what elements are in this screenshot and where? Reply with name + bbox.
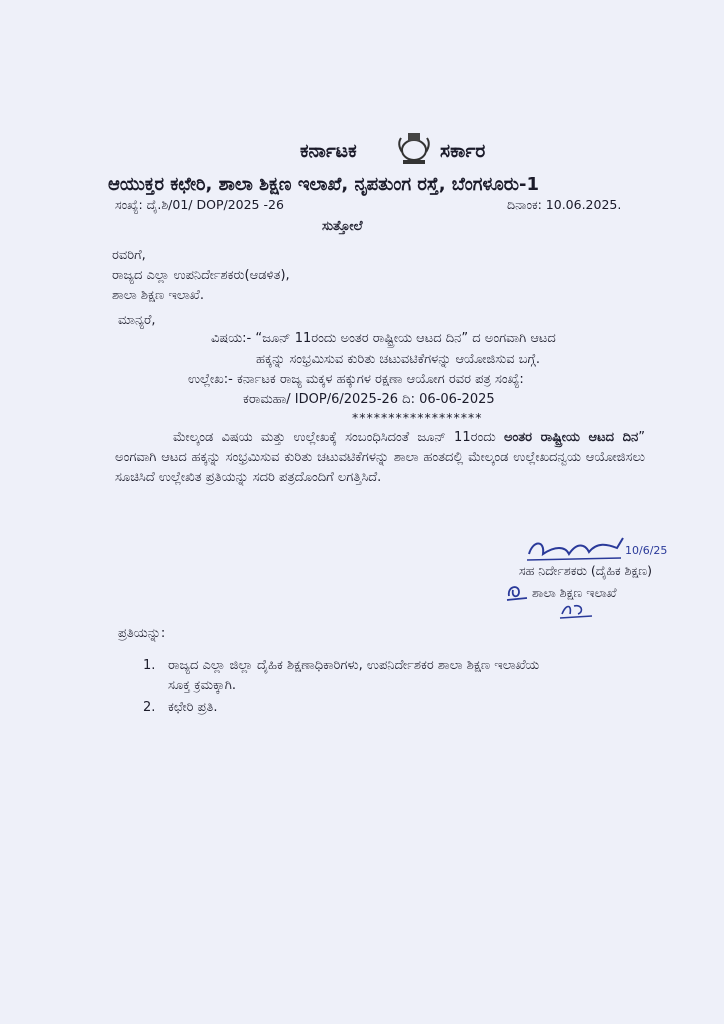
recipient-line-1: ರವರಿಗೆ, bbox=[112, 248, 146, 263]
signatory-department: ಶಾಲಾ ಶಿಕ್ಷಣ ಇಲಾಖೆ bbox=[532, 585, 617, 600]
header-karnataka: ಕರ್ನಾಟಕ bbox=[300, 140, 357, 162]
body-text-part-2: ” ಅಂಗವಾಗಿ ಆಟದ ಹಕ್ಕನ್ನು ಸಂಭ್ರಮಿಸುವ ಕುರಿತು ಚಟುವಟಿಕೆಗಳನ್ನು ಶಾಲಾ ಹಂತದಲ್ಲಿ ಮೇಲ್ಕಂಡ ಉಲ್ಲೇಖದನ್ವಯ ಆಯೋಜಿಸಲು ಸೂಚಿಸಿದೆ ಉಲ್ಲೇಖಿತ ಪ್ರತಿಯನ್ನು ಸದರಿ ಪತ್ರದೊಂದಿಗೆ ಲಗತ್ತಿಸಿದೆ. bbox=[115, 430, 645, 485]
header-government: ಸರ್ಕಾರ bbox=[440, 140, 486, 162]
letter-date: ದಿನಾಂಕ: 10.06.2025. bbox=[507, 197, 622, 212]
subject-line-1: ವಿಷಯ:- “ಜೂನ್ 11ರಂದು ಅಂತರ ರಾಷ್ಟ್ರೀಯ ಆಟದ ದಿನ” ದ ಅಂಗವಾಗಿ ಆಟದ bbox=[211, 331, 556, 346]
reference-number: ಸಂಖ್ಯೆ: ದೈ.ಶಿ/01/ DOP/2025 -26 bbox=[115, 197, 284, 212]
initials-mark bbox=[558, 600, 594, 620]
separator: ****************** bbox=[352, 410, 483, 425]
recipient-line-2: ರಾಜ್ಯದ ಎಲ್ಲಾ ಉಪನಿರ್ದೇಶಕರು(ಆಡಳಿತ), bbox=[112, 268, 290, 283]
copies-heading: ಪ್ರತಿಯನ್ನು: bbox=[118, 626, 166, 641]
signature-date: 10/6/25 bbox=[625, 544, 668, 557]
document-type: ಸುತ್ತೋಲೆ bbox=[322, 219, 363, 234]
copy-item-2-number: 2. bbox=[143, 700, 156, 715]
copy-item-1-text: ರಾಜ್ಯದ ಎಲ್ಲಾ ಜಿಲ್ಲಾ ದೈಹಿಕ ಶಿಕ್ಷಣಾಧಿಕಾರಿಗಳು, ಉಪನಿರ್ದೇಶಕರ ಶಾಲಾ ಶಿಕ್ಷಣ ಇಲಾಖೆಯ bbox=[168, 658, 540, 673]
salutation: ಮಾನ್ಯರೆ, bbox=[118, 313, 156, 328]
reference-line-2: ಕರಾಮಹಾ/ IDOP/6/2025-26 ದಿ: 06-06-2025 bbox=[243, 392, 495, 407]
body-text-bold: ಅಂತರ ರಾಷ್ಟ್ರೀಯ ಆಟದ ದಿನ bbox=[503, 430, 639, 445]
body-paragraph bbox=[115, 428, 645, 488]
copy-item-2-text: ಕಛೇರಿ ಪ್ರತಿ. bbox=[168, 700, 218, 715]
body-text-part-1: ಮೇಲ್ಕಂಡ ವಿಷಯ ಮತ್ತು ಉಲ್ಲೇಖಕ್ಕೆ ಸಂಬಂಧಿಸಿದಂತೆ ಜೂನ್ 11ರಂದು bbox=[173, 430, 504, 445]
signature-scribble bbox=[525, 532, 675, 564]
signatory-designation: ಸಹ ನಿರ್ದೇಶಕರು (ದೈಹಿಕ ಶಿಕ್ಷಣ) bbox=[519, 563, 653, 578]
copy-item-1-text-cont: ಸೂಕ್ತ ಕ್ರಮಕ್ಕಾಗಿ. bbox=[168, 678, 236, 693]
recipient-line-3: ಶಾಲಾ ಶಿಕ್ಷಣ ಇಲಾಖೆ. bbox=[112, 288, 204, 303]
reference-line-1: ಉಲ್ಲೇಖ:- ಕರ್ನಾಟಕ ರಾಜ್ಯ ಮಕ್ಕಳ ಹಕ್ಕುಗಳ ರಕ್ಷಣಾ ಆಯೋಗ ರವರ ಪತ್ರ ಸಂಖ್ಯೆ: bbox=[188, 372, 524, 387]
signature-initial-mark bbox=[505, 580, 529, 602]
office-address: ಆಯುಕ್ತರ ಕಛೇರಿ, ಶಾಲಾ ಶಿಕ್ಷಣ ಇಲಾಖೆ, ನೃಪತುಂಗ ರಸ್ತೆ, ಬೆಂಗಳೂರು-1 bbox=[108, 174, 540, 195]
copy-item-1-number: 1. bbox=[143, 658, 156, 673]
subject-line-2: ಹಕ್ಕನ್ನು ಸಂಭ್ರಮಿಸುವ ಕುರಿತು ಚಟುವಟಿಕೆಗಳನ್ನು ಆಯೋಜಿಸುವ ಬಗ್ಗೆ. bbox=[256, 352, 540, 367]
state-emblem-icon bbox=[393, 130, 435, 166]
